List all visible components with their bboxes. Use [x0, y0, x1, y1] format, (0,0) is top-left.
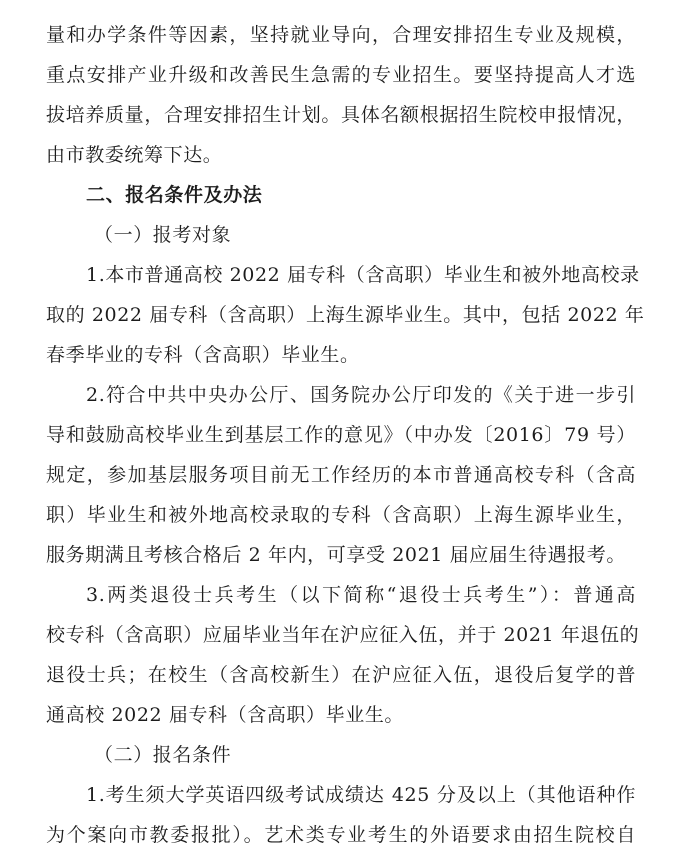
paragraph-line: 退役士兵；在校生（含高校新生）在沪应征入伍，退役后复学的普 [46, 664, 636, 686]
paragraph-line: 服务期满且考核合格后 2 年内，可享受 2021 届应届生待遇报考。 [46, 544, 627, 566]
paragraph-line: 规定，参加基层服务项目前无工作经历的本市普通高校专科（含高 [46, 464, 636, 486]
paragraph-line: 春季毕业的专科（含高职）毕业生。 [46, 344, 360, 366]
subsection-heading: （二）报名条件 [94, 744, 232, 766]
paragraph-line: 拔培养质量，合理安排招生计划。具体名额根据招生院校申报情况， [46, 104, 636, 126]
paragraph-line: 1.本市普通高校 2022 届专科（含高职）毕业生和被外地高校录 [86, 264, 640, 286]
paragraph-line: 2.符合中共中央办公厅、国务院办公厅印发的《关于进一步引 [86, 384, 636, 406]
paragraph-line: 由市教委统筹下达。 [46, 144, 223, 166]
paragraph-line: 1.考生须大学英语四级考试成绩达 425 分及以上（其他语种作 [86, 784, 636, 806]
paragraph-line: 校专科（含高职）应届毕业当年在沪应征入伍，并于 2021 年退伍的 [46, 624, 640, 646]
paragraph-line: 重点安排产业升级和改善民生急需的专业招生。要坚持提高人才选 [46, 64, 636, 86]
section-heading: 二、报名条件及办法 [86, 184, 263, 206]
paragraph-line: 为个案向市教委报批）。艺术类专业考生的外语要求由招生院校自 [46, 824, 636, 846]
paragraph-line: 量和办学条件等因素，坚持就业导向，合理安排招生专业及规模， [46, 24, 636, 46]
subsection-heading: （一）报考对象 [94, 224, 232, 246]
paragraph-line: 职）毕业生和被外地高校录取的专科（含高职）上海生源毕业生， [46, 504, 636, 526]
paragraph-line: 取的 2022 届专科（含高职）上海生源毕业生。其中，包括 2022 年 [46, 304, 645, 326]
paragraph-line: 导和鼓励高校毕业生到基层工作的意见》（中办发〔2016〕79 号） [46, 424, 636, 446]
paragraph-line: 3.两类退役士兵考生（以下简称“退役士兵考生”）：普通高 [86, 584, 636, 606]
paragraph-line: 通高校 2022 届专科（含高职）毕业生。 [46, 704, 405, 726]
